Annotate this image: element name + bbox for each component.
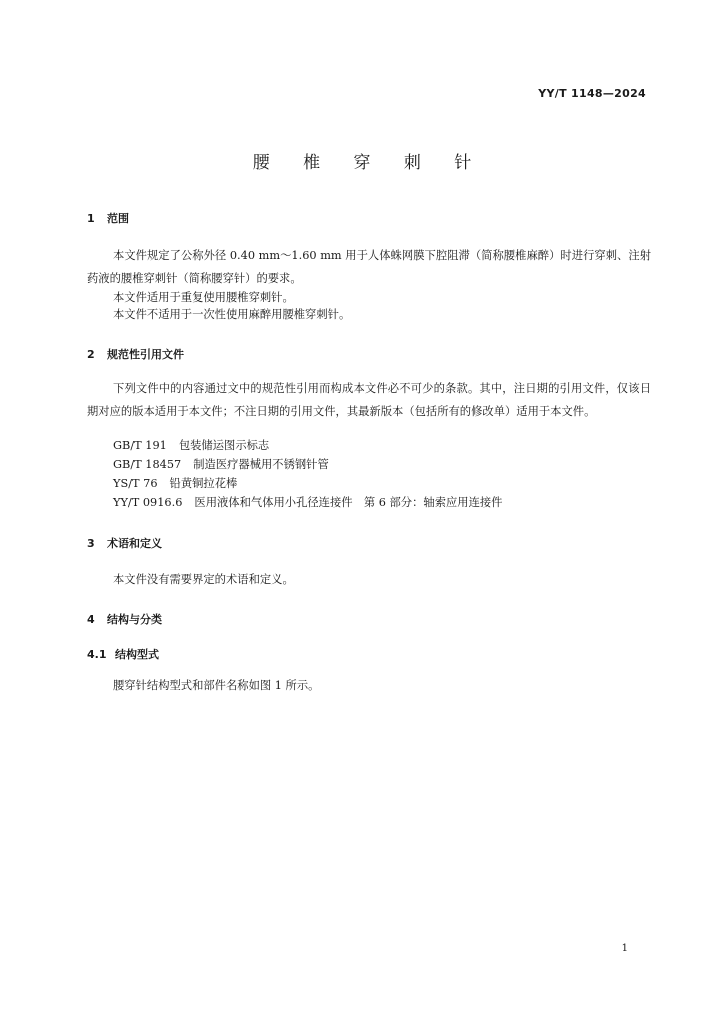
reference-item <box>113 457 329 473</box>
section-title: 结构与分类 <box>107 613 162 626</box>
subsection-number: 4.1 <box>87 648 107 661</box>
reference-code: GB/T 191 <box>113 439 167 452</box>
reference-name: 医用液体和气体用小孔径连接件 第 6 部分：轴索应用连接件 <box>194 496 503 509</box>
reference-name: 铅黄铜拉花棒 <box>169 477 238 490</box>
page-number: 1 <box>621 943 628 954</box>
section-1-paragraph-3: 本文件不适用于一次性使用麻醉用腰椎穿刺针。 <box>113 308 351 321</box>
section-number: 4 <box>87 613 95 626</box>
section-4-heading <box>87 611 162 627</box>
section-3-paragraph-1: 本文件没有需要界定的术语和定义。 <box>113 573 294 586</box>
section-title: 术语和定义 <box>107 537 162 550</box>
section-title: 规范性引用文件 <box>107 348 184 361</box>
subsection-title: 结构型式 <box>115 648 159 661</box>
section-3-heading <box>87 535 162 551</box>
subsection-4-1-heading <box>87 646 159 662</box>
reference-name: 制造医疗器械用不锈钢针管 <box>193 458 329 471</box>
section-1-heading <box>87 210 129 226</box>
section-number: 1 <box>87 212 95 225</box>
section-number: 2 <box>87 348 95 361</box>
standard-code: YY/T 1148—2024 <box>538 87 646 100</box>
section-2-paragraph-1: 下列文件中的内容通过文中的规范性引用而构成本文件必不可少的条款。其中，注日期的引用文件，仅该日期对应的版本适用于本文件；不注日期的引用文件，其最新版本（包括所有的修改单）适用于本文件。 <box>87 382 651 418</box>
subsection-4-1-paragraph-1: 腰穿针结构型式和部件名称如图 1 所示。 <box>113 679 320 692</box>
reference-item <box>113 438 269 454</box>
reference-item <box>113 495 502 511</box>
reference-code: GB/T 18457 <box>113 458 182 471</box>
reference-name: 包装储运图示标志 <box>178 439 270 452</box>
section-1-paragraph-2: 本文件适用于重复使用腰椎穿刺针。 <box>113 291 294 304</box>
reference-code: YS/T 76 <box>113 477 158 490</box>
section-2-heading <box>87 346 184 362</box>
section-title: 范围 <box>107 212 129 225</box>
reference-item <box>113 476 237 492</box>
document-title: 腰 椎 穿 刺 针 <box>252 153 486 173</box>
reference-code: YY/T 0916.6 <box>113 496 183 509</box>
section-1-paragraph-1: 本文件规定了公称外径 0.40 mm～1.60 mm 用于人体蛛网膜下腔阻滞（简称腰椎麻醉）时进行穿刺、注射药液的腰椎穿刺针（简称腰穿针）的要求。 <box>87 249 651 285</box>
section-number: 3 <box>87 537 95 550</box>
